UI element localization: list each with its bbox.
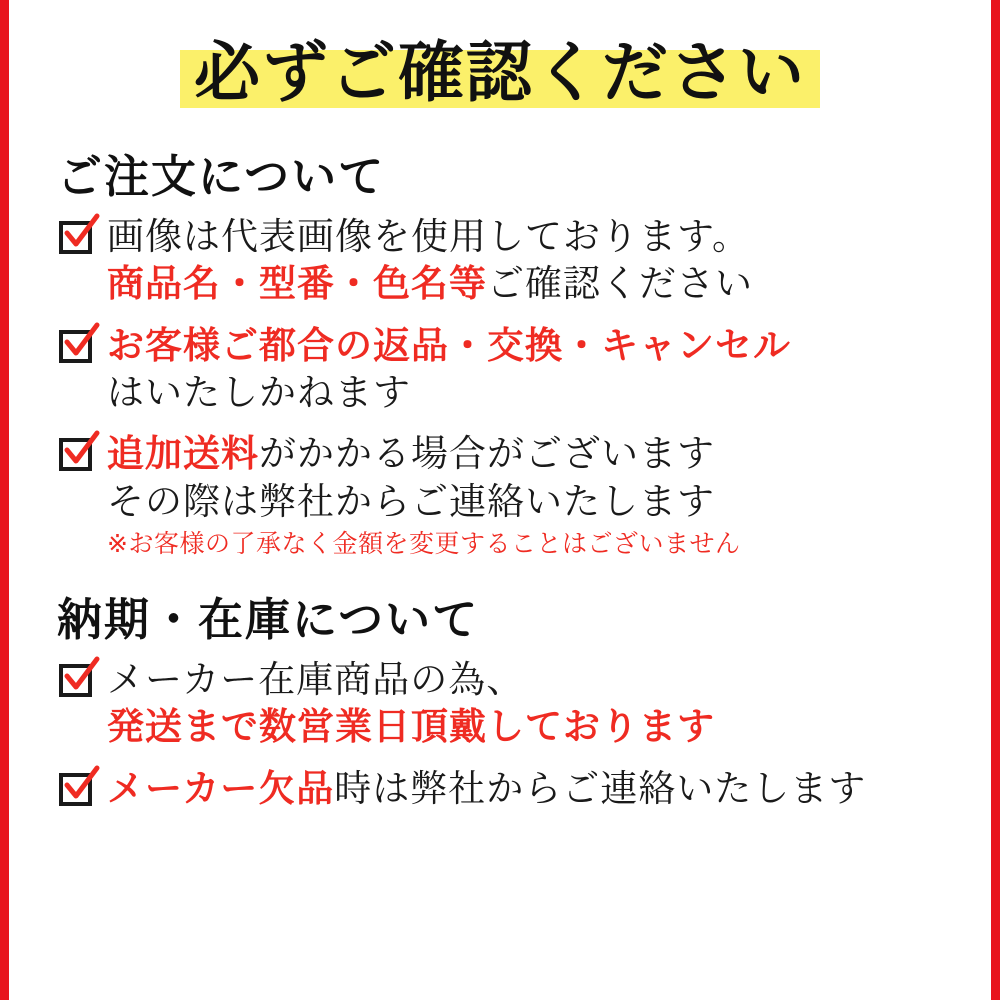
list-item-line <box>107 260 951 307</box>
emphasis-text: 追加送料 <box>107 432 259 476</box>
left-edge-rule <box>0 0 9 1000</box>
list-item-line <box>107 430 951 477</box>
list-item-line: その際は弊社からご連絡いたします <box>107 479 715 523</box>
list-item-line: 画像は代表画像を使用しております。 <box>107 214 751 258</box>
section-heading: 納期・在庫について <box>57 592 480 646</box>
normal-text: がかかる場合がございます <box>259 432 715 476</box>
right-edge-rule <box>991 0 1000 1000</box>
checkbox-checked-icon <box>59 219 99 259</box>
list-item <box>59 656 951 751</box>
emphasis-text: メーカー欠品 <box>107 766 335 810</box>
list-item-line: メーカー在庫商品の為、 <box>107 657 525 701</box>
section-orders <box>49 140 951 561</box>
banner-title-text: 必ずご確認ください <box>194 34 806 111</box>
list-item <box>59 213 951 308</box>
normal-text: ご確認ください <box>487 262 753 306</box>
checkbox-checked-icon <box>59 662 99 702</box>
list-item-line <box>107 765 951 812</box>
checkbox-checked-icon <box>59 436 99 476</box>
list-item-lines <box>107 322 951 417</box>
section-delivery-stock <box>49 583 951 812</box>
list-item-lines <box>107 656 951 751</box>
list-item-lines <box>107 765 951 812</box>
list-item <box>59 322 951 417</box>
section-heading: ご注文について <box>57 149 386 203</box>
list-item-line: 発送まで数営業日頂戴しております <box>107 705 715 749</box>
banner-title <box>180 34 820 114</box>
banner-title-wrap <box>49 34 951 114</box>
normal-text: 時は弊社からご連絡いたします <box>334 766 867 810</box>
list-item-note: ※お客様の了承なく金額を変更することはございません <box>107 529 741 559</box>
list-item-line: はいたしかねます <box>107 370 411 414</box>
list-item-lines <box>107 213 951 308</box>
list-item-lines <box>107 430 951 560</box>
emphasis-text: 商品名・型番・色名等 <box>107 262 487 306</box>
checkbox-checked-icon <box>59 328 99 368</box>
checkbox-checked-icon <box>59 771 99 811</box>
list-item <box>59 765 951 812</box>
list-item-line: お客様ご都合の返品・交換・キャンセル <box>107 323 791 367</box>
notice-content <box>9 0 991 1000</box>
list-item <box>59 430 951 560</box>
